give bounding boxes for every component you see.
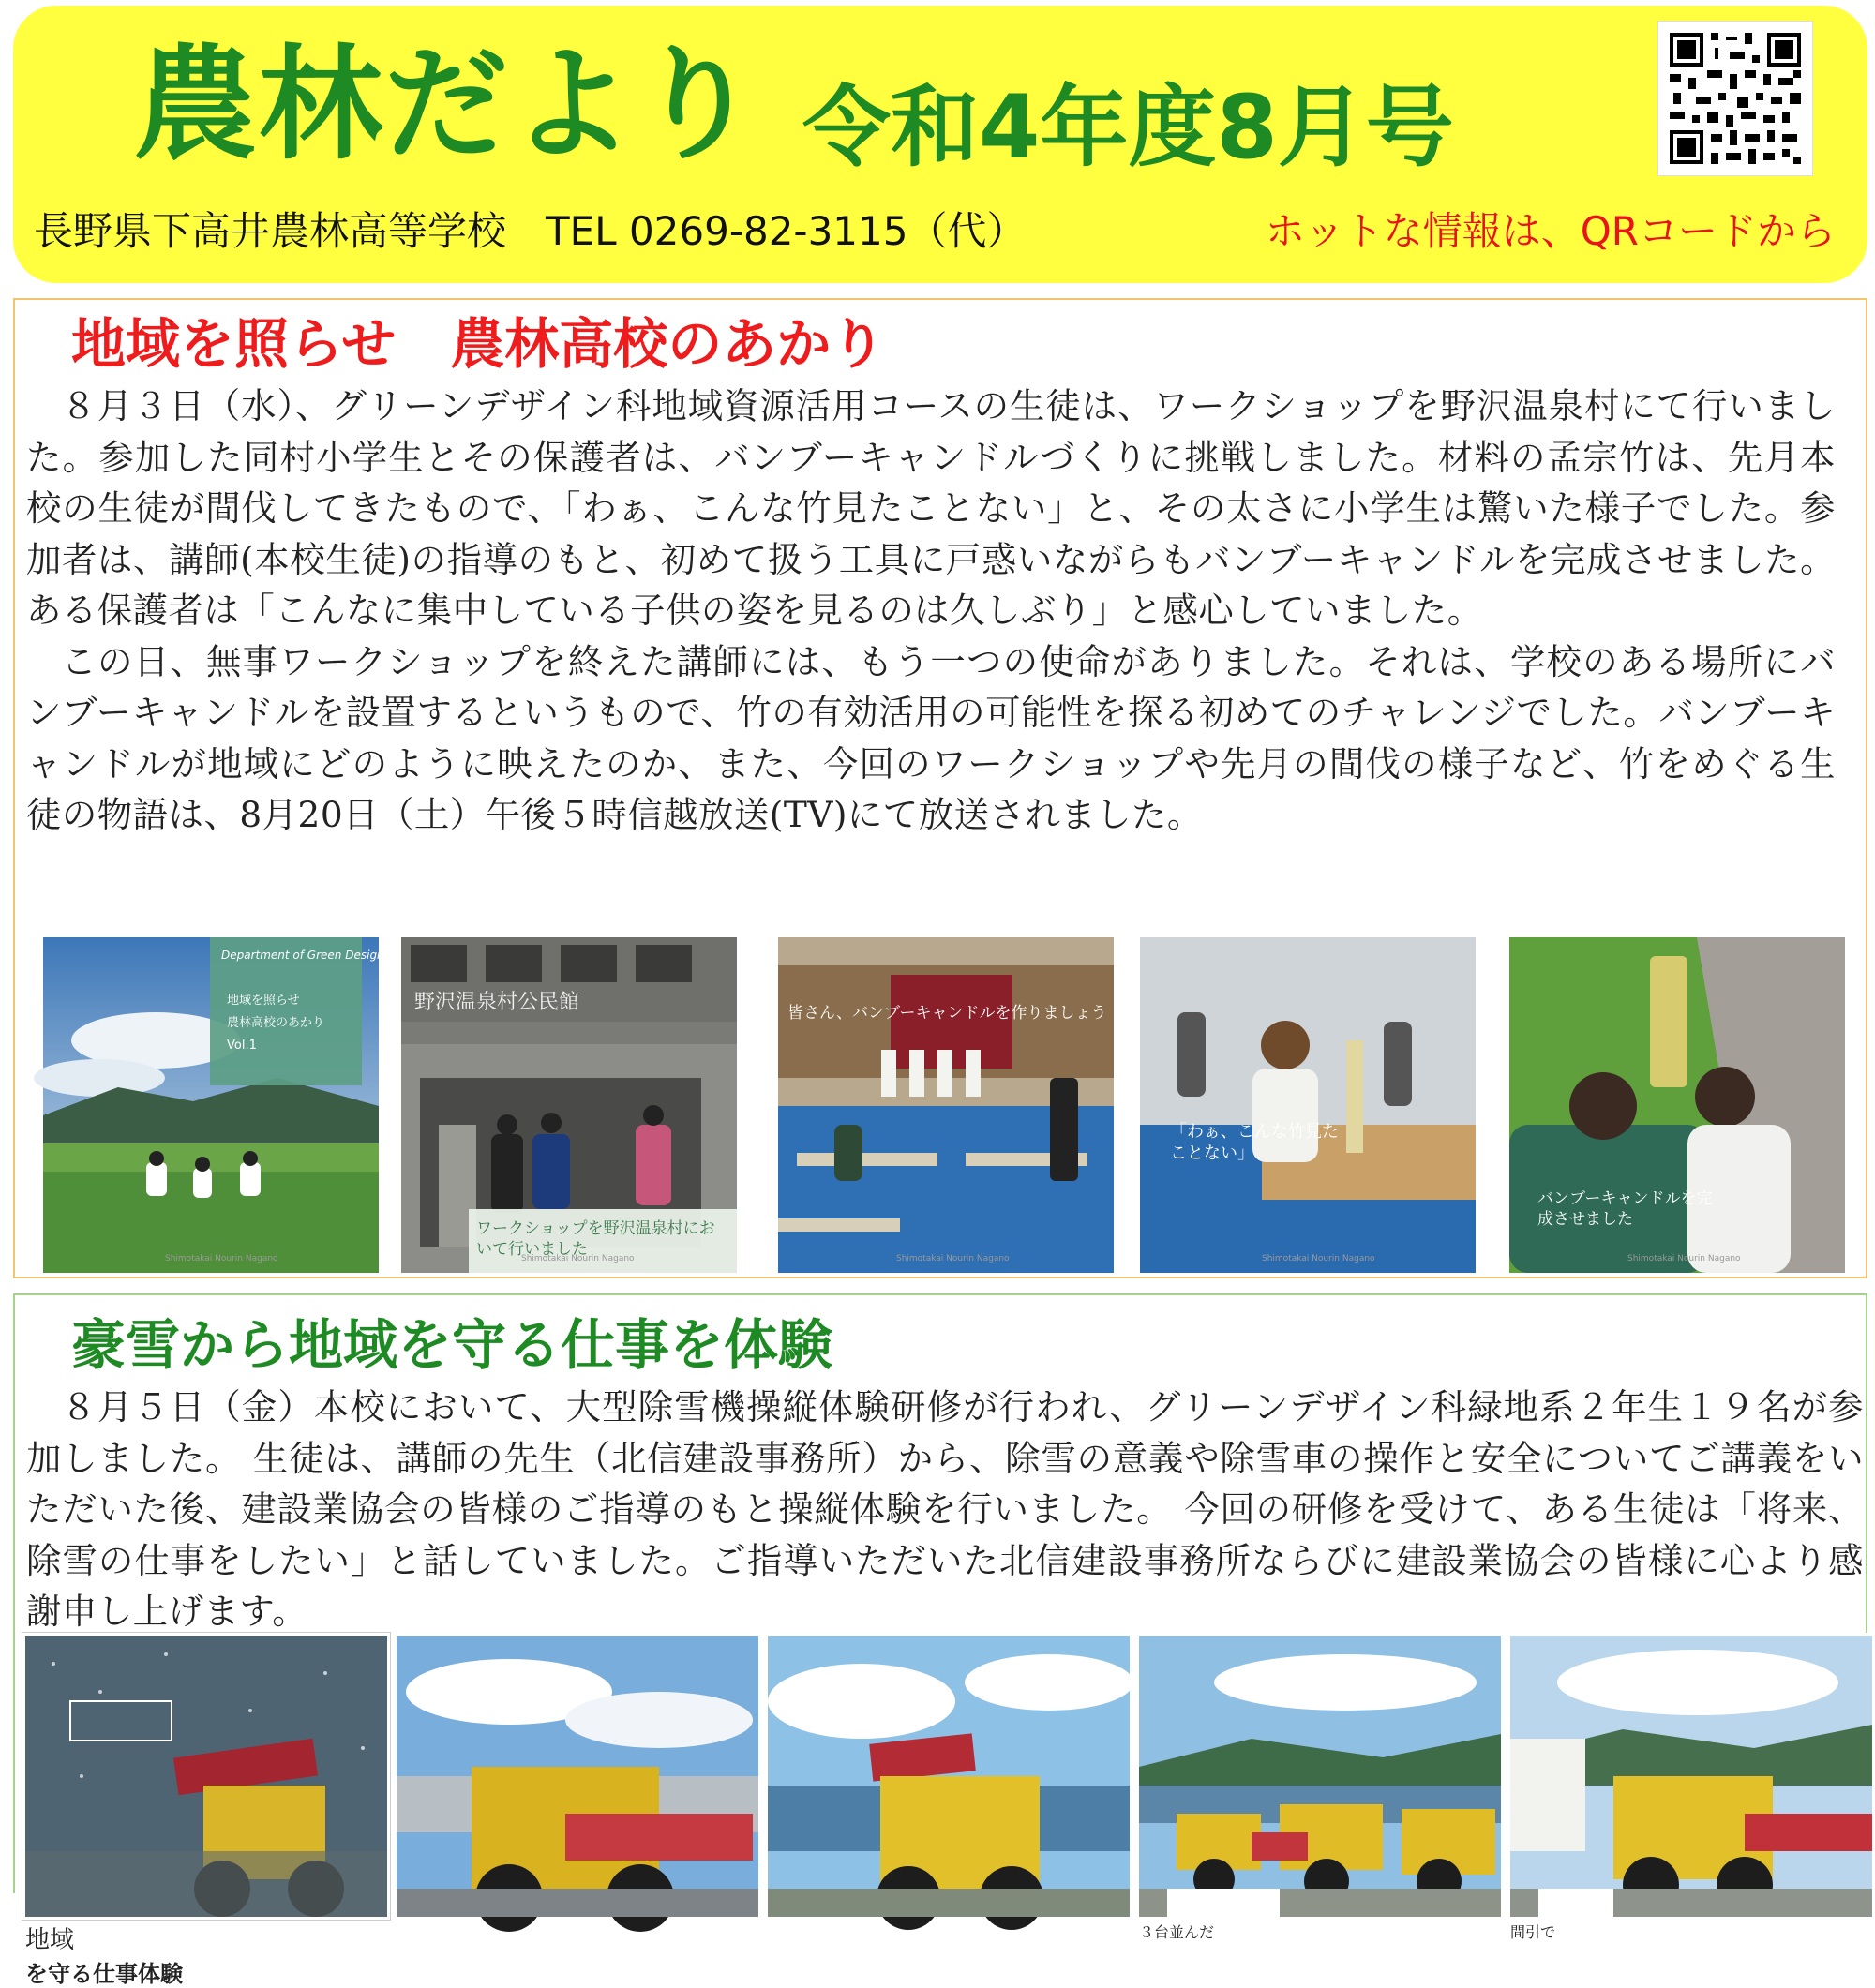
photo-workshop-room[interactable] [778, 937, 1114, 1273]
boxed-label: 地域 [25, 1926, 75, 1954]
photo-snowplow-3[interactable] [765, 1633, 1132, 1920]
issue-label: 令和4年度8月号 [802, 77, 1454, 179]
article-title: 地域を照らせ 農林高校のあかり [71, 312, 886, 376]
qr-code-icon [1658, 22, 1812, 175]
qr-code[interactable] [1658, 21, 1813, 176]
photo-caption: 皆さん、バンブーキャンドルを作りましょう [788, 1004, 1107, 1023]
title-card-line: 農林高校のあかり [227, 1016, 325, 1030]
photo-snow-title[interactable] [22, 1633, 390, 1987]
newsletter-header [13, 6, 1868, 283]
article-title: 豪雪から地域を守る仕事を体験 [71, 1313, 833, 1377]
article-bamboo-candle [13, 298, 1868, 1278]
snowplow-image [1510, 1636, 1872, 1917]
photo-snowplow-2[interactable] [394, 1633, 761, 1920]
photo-community-hall[interactable] [401, 937, 737, 1273]
snowplow-image [25, 1636, 387, 1917]
workshop-image [778, 937, 1114, 1273]
snowplow-image [397, 1636, 758, 1917]
photo-credit: Shimotakai Nourin Nagano [521, 1254, 635, 1263]
qr-hint: ホットな情報は、QRコードから [1265, 208, 1836, 254]
title-card-line: 地域を照らせ [227, 994, 300, 1008]
photo-snowplow-5[interactable] [1508, 1633, 1875, 1941]
photo-caption: を守る仕事体験 [25, 1961, 183, 1987]
photo-row [15, 911, 1866, 1258]
snowplow-image [1139, 1636, 1501, 1917]
paragraph: ８月３日（水）、グリーンデザイン科地域資源活用コースの生徒は、ワークショップを野沢温泉村にて行いました。参加した同村小学生とその保護者は、バンブーキャンドルづくりに挑戦しました。材料の孟宗竹は、先月本校の生徒が間伐してきたもので、「わぁ、こんな竹見たことない」と、その太さに小学生は驚いた様子でした。参加者は、講師(本校生徒)の指導のもと、初めて扱う工具に戸惑いながらもバンブーキャンドルを完成させました。ある保護者は「こんなに集中している子供の姿を見るのは久しぶり」と感心していました。 [26, 385, 1836, 631]
snowplow-image [768, 1636, 1130, 1917]
photo-credit: Shimotakai Nourin Nagano [165, 1254, 278, 1263]
article-snow-removal [13, 1293, 1868, 1987]
newsletter-title: 農林だより [133, 33, 761, 177]
photo-snowplow-4[interactable] [1136, 1633, 1504, 1941]
photo-caption: バンブーキャンドルを完成させました [1538, 1189, 1713, 1230]
paragraph: ８月５日（金）本校において、大型除雪機操縦体験研修が行われ、グリーンデザイン科緑地系２年生１９名が参加しました。 生徒は、講師の先生（北信建設事務所）から、除雪の意義や除雪車の操作と安全についてご講義をいただいた後、建設業協会の皆様のご指導のもと操縦体験を行いました。 今回の研修を受けて、ある生徒は「将来、除雪の仕事をしたい」と話していました。ご指導いただいた北信建設事務所ならびに建設業協会の皆様に心より感謝申し上げます。 [26, 1386, 1864, 1632]
article-body [26, 1382, 1864, 1637]
photo-credit: Shimotakai Nourin Nagano [1628, 1254, 1741, 1263]
photo-caption: ワークショップを野沢温泉村において行いました [476, 1219, 715, 1260]
article-body [26, 381, 1836, 841]
photo-caption: 間引で [1510, 1923, 1556, 1941]
photo-row [15, 1633, 1866, 1987]
title-card-line: Vol.1 [227, 1039, 257, 1053]
photo-child-bamboo[interactable] [1140, 937, 1476, 1273]
hall-sign: 野沢温泉村公民館 [414, 991, 580, 1014]
photo-caption: ３台並んだ [1139, 1923, 1215, 1941]
photo-title-card[interactable] [43, 937, 384, 1273]
photo-credit: Shimotakai Nourin Nagano [1262, 1254, 1375, 1263]
photo-complete-candle[interactable] [1509, 937, 1845, 1273]
photo-caption: 「わぁ、こんな竹見たことない」 [1170, 1122, 1339, 1164]
photo-credit: Shimotakai Nourin Nagano [896, 1254, 1010, 1263]
paragraph: この日、無事ワークショップを終えた講師には、もう一つの使命がありました。それは、学校のある場所にバンブーキャンドルを設置するというもので、竹の有効活用の可能性を探る初めてのチャレンジでした。バンブーキャンドルが地域にどのように映えたのか、また、今回のワークショップや先月の間伐の様子など、竹をめぐる生徒の物語は、8月20日（土）午後５時信越放送(TV)にて放送されました。 [26, 640, 1836, 835]
child-image [1140, 937, 1476, 1273]
school-contact: 長野県下高井農林高等学校 TEL 0269-82-3115（代） [34, 208, 1027, 254]
title-card-script: Department of Green Design [221, 949, 384, 962]
